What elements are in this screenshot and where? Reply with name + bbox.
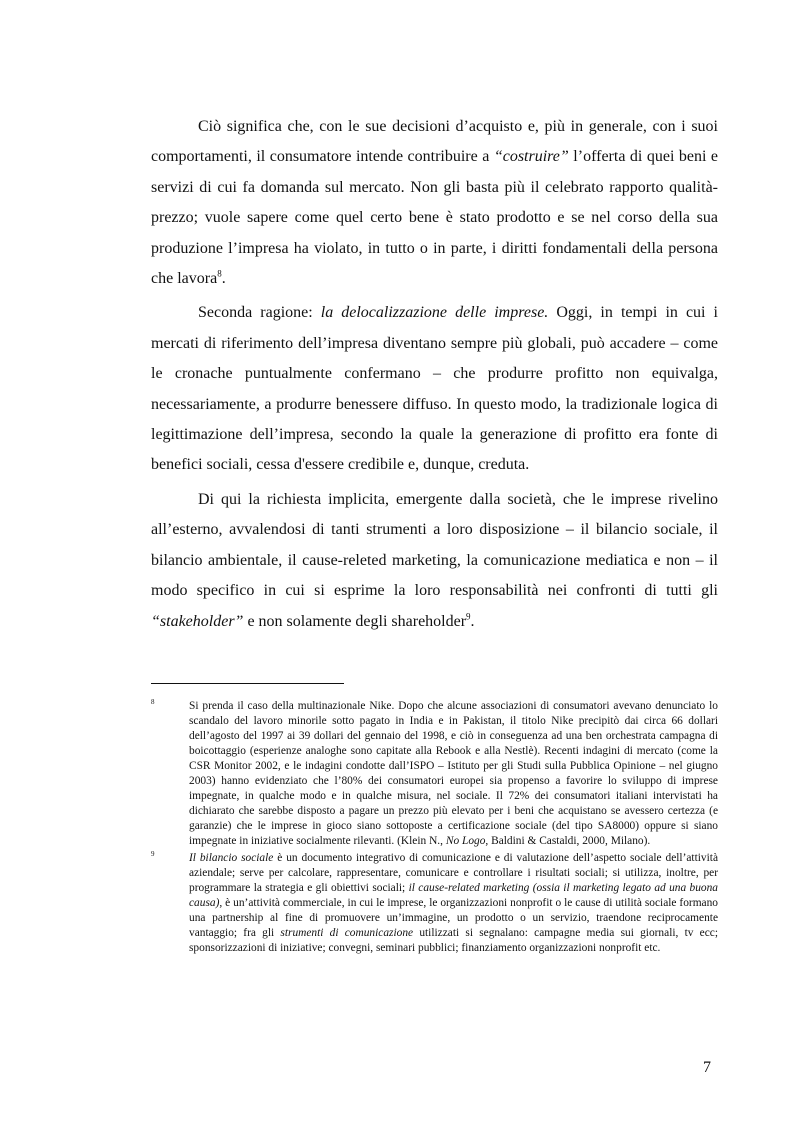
footnote-separator — [151, 683, 344, 684]
paragraph-text: e non solamente degli shareholder — [243, 612, 467, 630]
paragraph-text: Ciò significa che, con le sue decisioni d’acquisto e, più in generale, con i suoi comportamenti, il consumatore intende contribuire a — [151, 118, 718, 166]
footnote-text: , Baldini & Castaldi, 2000, Milano). — [485, 835, 651, 847]
footnote-text: utilizzati si segnalano: campagne media sui giornali, tv ecc; sponsorizzazioni di iniziative; convegni, seminari pubblici; finanziamento organizzazioni nonprofit etc. — [189, 927, 718, 954]
footnote-text: Si prenda il caso della multinazionale Nike. Dopo che alcune associazioni di consumatori avevano denunciato lo scandalo del lavoro minorile sotto pagato in India e in Pakistan, il titolo Nike precipitò dai circa 66 dollari dell’agosto del 1997 ai 39 dollari del gennaio del 1998, e ciò in conseguenza ad una ben orchestrata campagna di boicottaggio (esperienze analoghe sono capitate alla Rebook e alla Nestlè). Recenti indagini di mercato (come la CSR Monitor 2002, e le indagini condotte dall’ISPO – Istituto per gli Studi sulla Pubblica Opinione – nel giugno 2003) hanno evidenziato che l’80% dei consumatori europei sia propenso a favorire lo sviluppo di imprese impegnate, in qualche modo e in qualche misura, nel sociale. Il 72% dei consumatori italiani intervistati ha dichiarato che sarebbe disposto a pagare un prezzo più elevato per i beni che acquistano se avessero certezza (e garanzie) che le imprese in gioco siano sottoposte a certificazione sociale (del tipo SA8000) oppure si siano impegnate in iniziative socialmente rilevanti. (Klein N., — [189, 700, 718, 847]
body-text — [151, 112, 718, 637]
footnote-reference-8[interactable]: 8 — [217, 268, 222, 279]
footnote-text: è un documento integrativo di comunicazione e di valutazione dell’aspetto sociale dell’attività aziendale; serve per calcolare, rappresentare, comunicare e controllare i risultati sociali; si utilizza, inoltre, per programmare la strategia e gli obiettivi sociali; — [189, 852, 719, 894]
footnotes — [151, 699, 718, 956]
footnote-8 — [151, 699, 718, 849]
footnote-text: è un’attività commerciale, in cui le imprese, le organizzazioni nonprofit o le cause di utilità sociale formano una partnership al fine di promuovere un’immagine, un prodotto o un servizio, traendone reciprocamente vantaggio; fra gli — [189, 897, 718, 939]
paragraph-1 — [151, 112, 718, 294]
footnote-emphasis: il cause-related marketing (ossia il marketing legato ad una buona causa), — [189, 882, 718, 909]
paragraph-3 — [151, 485, 718, 637]
emphasis-text: “stakeholder” — [151, 612, 244, 630]
footnote-emphasis: Il bilancio sociale — [189, 852, 274, 864]
footnote-9 — [151, 851, 718, 956]
footnote-number: 8 — [151, 698, 155, 706]
emphasis-text: “costruire” — [493, 148, 569, 166]
footnote-reference-9[interactable]: 9 — [466, 611, 471, 622]
footnote-emphasis: strumenti di comunicazione — [280, 927, 414, 939]
paragraph-text: Seconda ragione: — [198, 304, 321, 322]
footnote-emphasis: No Logo — [445, 835, 486, 847]
paragraph-text: Di qui la richiesta implicita, emergente dalla società, che le imprese rivelino all’esterno, avvalendosi di tanti strumenti a loro disposizione – il bilancio sociale, il bilancio ambientale, il cause-releted marketing, la comunicazione mediatica e non – il modo specifico in cui si esprime la loro responsabilità nei confronti di tutti gli — [151, 490, 718, 600]
paragraph-text: . — [221, 270, 226, 288]
paragraph-text: . — [470, 612, 475, 630]
paragraph-2 — [151, 298, 718, 480]
paragraph-text: l’offerta di quei beni e servizi di cui fa domanda sul mercato. Non gli basta più il celebrato rapporto qualità-prezzo; vuole sapere come quel certo bene è stato prodotto e se nel corso della sua produzione l’impresa ha violato, in tutto o in parte, i diritti fondamentali della persona che lavora — [151, 148, 719, 288]
page-number: 7 — [703, 1059, 711, 1076]
paragraph-text: Oggi, in tempi in cui i mercati di riferimento dell’impresa diventano sempre più globali, può accadere – come le cronache puntualmente confermano – che produrre profitto non equivalga, necessariamente, a produrre benessere diffuso. In questo modo, la tradizionale logica di legittimazione dell’impresa, secondo la quale la generazione di profitto era fonte di benefici sociali, cessa d'essere credibile e, dunque, creduta. — [151, 304, 718, 474]
emphasis-text: la delocalizzazione delle imprese. — [320, 304, 549, 322]
footnote-number: 9 — [151, 850, 155, 858]
